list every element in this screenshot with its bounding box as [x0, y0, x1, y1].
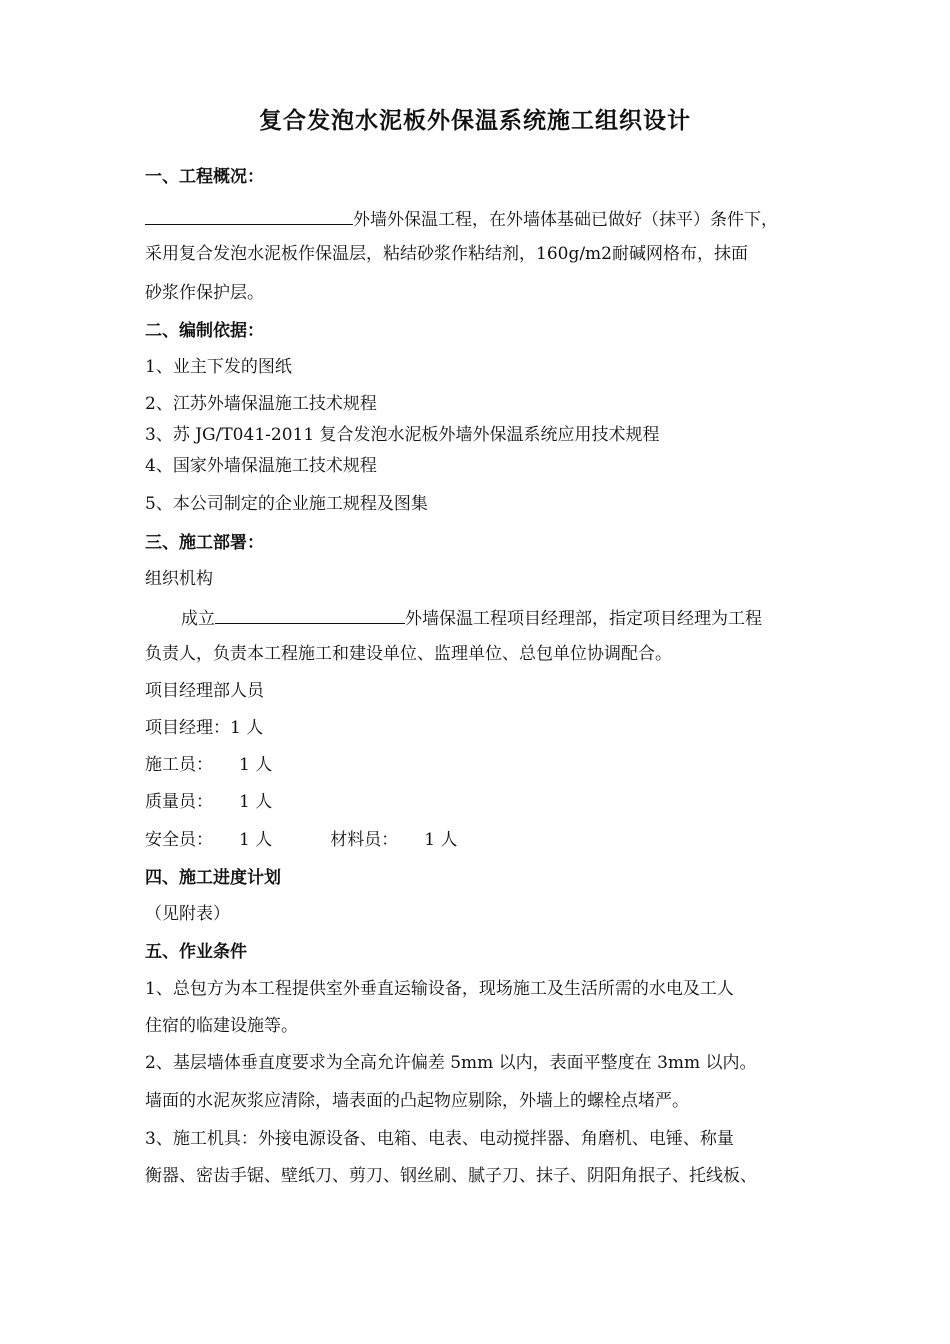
establish-line-2: 负责人，负责本工程施工和建设单位、监理单位、总包单位协调配合。	[145, 644, 672, 664]
section-heading-deployment: 三、施工部署：	[145, 533, 264, 553]
overview-paragraph-line-1	[145, 206, 778, 231]
section-heading-overview: 一、工程概况：	[145, 167, 264, 187]
overview-paragraph-line-3: 砂浆作保护层。	[145, 283, 264, 303]
worker-count: 1 人	[239, 755, 273, 775]
safety-material-line	[145, 829, 457, 851]
material-count: 1 人	[424, 830, 458, 850]
basis-item: 1、业主下发的图纸	[145, 357, 292, 377]
qc-count: 1 人	[239, 792, 273, 812]
condition-item-2-line-1: 2、基层墙体垂直度要求为全高允许偏差 5mm 以内，表面平整度在 3mm 以内。	[145, 1053, 757, 1073]
condition-item-3-line-1: 3、施工机具：外接电源设备、电箱、电表、电动搅拌器、角磨机、电锤、称量	[145, 1129, 734, 1149]
safety-label: 安全员：	[145, 830, 213, 850]
document-title: 复合发泡水泥板外保温系统施工组织设计	[259, 108, 691, 134]
overview-paragraph-line-2: 采用复合发泡水泥板作保温层，粘结砂浆作粘结剂，160g/m2耐碱网格布，抹面	[145, 244, 748, 264]
qc-count-line	[145, 791, 272, 813]
establish-line-1	[181, 605, 762, 630]
material-label: 材料员：	[330, 830, 399, 850]
worker-label: 施工员：	[145, 755, 213, 775]
condition-item-1-line-2: 住宿的临建设施等。	[145, 1016, 298, 1036]
overview-text-1: 外墙外保温工程，在外墙体基础已做好（抹平）条件下，	[353, 210, 778, 230]
basis-item: 5、本公司制定的企业施工规程及图集	[145, 494, 428, 514]
department-name-blank	[215, 605, 405, 624]
condition-item-3-line-2: 衡器、密齿手锯、壁纸刀、剪刀、钢丝刷、腻子刀、抹子、阴阳角抿子、托线板、	[145, 1166, 757, 1186]
condition-item-1-line-1: 1、总包方为本工程提供室外垂直运输设备，现场施工及生活所需的水电及工人	[145, 979, 734, 999]
section-heading-basis: 二、编制依据：	[145, 321, 264, 341]
schedule-note: （见附表）	[145, 904, 230, 924]
basis-item: 2、江苏外墙保温施工技术规程	[145, 394, 377, 414]
basis-item: 4、国家外墙保温施工技术规程	[145, 456, 377, 476]
establish-prefix: 成立	[181, 609, 215, 629]
qc-label: 质量员：	[145, 792, 213, 812]
condition-item-2-line-2: 墙面的水泥灰浆应清除，墙表面的凸起物应剔除，外墙上的螺栓点堵严。	[145, 1091, 689, 1111]
staff-title: 项目经理部人员	[145, 681, 264, 701]
basis-item: 3、苏 JG/T041-2011 复合发泡水泥板外墙外保温系统应用技术规程	[145, 425, 660, 445]
safety-count: 1 人	[239, 830, 273, 850]
org-structure-label: 组织机构	[145, 569, 213, 589]
project-name-blank	[145, 206, 353, 225]
establish-suffix: 外墙保温工程项目经理部，指定项目经理为工程	[405, 609, 762, 629]
project-manager-count: 项目经理：1 人	[145, 718, 264, 738]
section-heading-schedule: 四、施工进度计划	[145, 868, 281, 888]
worker-count-line	[145, 754, 272, 776]
section-heading-conditions: 五、作业条件	[145, 942, 247, 962]
